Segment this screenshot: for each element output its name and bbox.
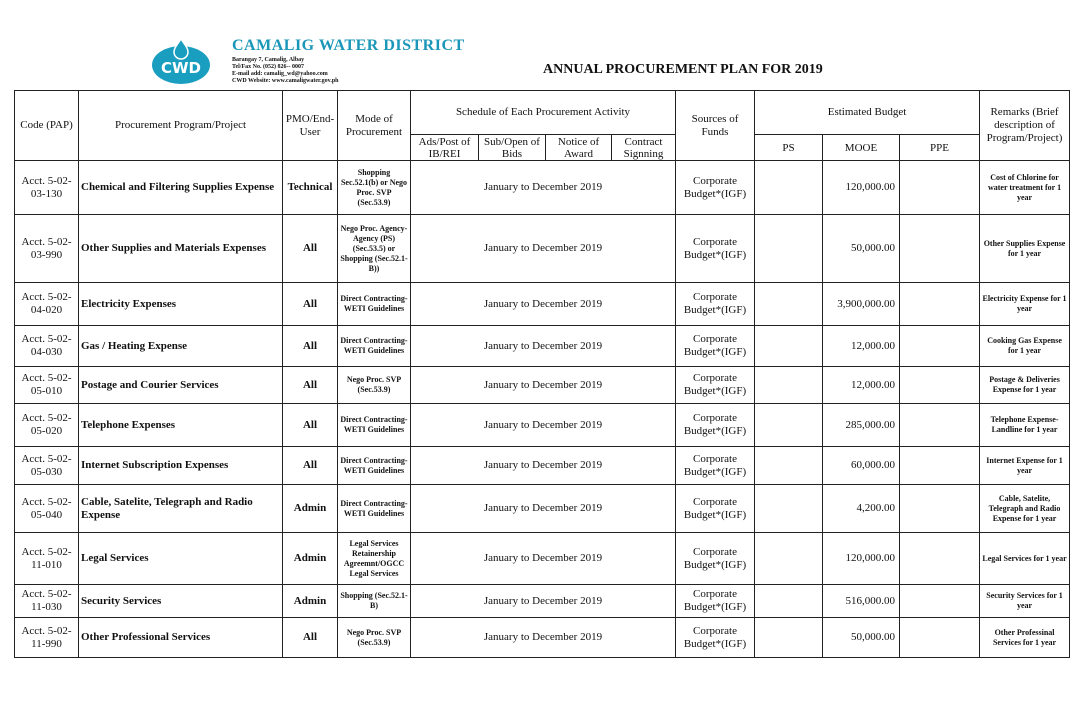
row-source: Corporate Budget*(IGF) <box>676 215 755 283</box>
row-mode: Nego Proc. SVP (Sec.53.9) <box>338 367 411 404</box>
row-remarks: Internet Expense for 1 year <box>980 447 1070 485</box>
row-code: Acct. 5-02-04-020 <box>15 283 79 326</box>
row-program: Telephone Expenses <box>79 404 283 447</box>
row-mooe: 60,000.00 <box>823 447 900 485</box>
row-schedule: January to December 2019 <box>411 447 676 485</box>
row-schedule: January to December 2019 <box>411 215 676 283</box>
row-code: Acct. 5-02-03-130 <box>15 161 79 215</box>
row-schedule: January to December 2019 <box>411 618 676 658</box>
row-pmo: All <box>283 618 338 658</box>
row-mooe: 50,000.00 <box>823 618 900 658</box>
row-source: Corporate Budget*(IGF) <box>676 533 755 585</box>
table-row <box>15 404 1070 447</box>
row-program: Other Supplies and Materials Expenses <box>79 215 283 283</box>
row-pmo: All <box>283 404 338 447</box>
row-source: Corporate Budget*(IGF) <box>676 367 755 404</box>
header-mooe: MOOE <box>823 135 900 161</box>
row-ps <box>755 404 823 447</box>
row-mooe: 12,000.00 <box>823 326 900 367</box>
row-remarks: Other Supplies Expense for 1 year <box>980 215 1070 283</box>
row-schedule: January to December 2019 <box>411 585 676 618</box>
row-program: Cable, Satelite, Telegraph and Radio Expense <box>79 485 283 533</box>
row-pmo: Admin <box>283 533 338 585</box>
header-pmo: PMO/End-User <box>283 91 338 161</box>
row-remarks: Cable, Satelite, Telegraph and Radio Expense for 1 year <box>980 485 1070 533</box>
row-mode: Direct Contracting-WETI Guidelines <box>338 326 411 367</box>
row-ps <box>755 585 823 618</box>
header-sources: Sources of Funds <box>676 91 755 161</box>
row-program: Legal Services <box>79 533 283 585</box>
row-ppe <box>900 326 980 367</box>
row-mode: Shopping Sec.52.1(b) or Nego Proc. SVP (Sec.53.9) <box>338 161 411 215</box>
table-row <box>15 485 1070 533</box>
row-ppe <box>900 215 980 283</box>
logo-lettering: CWD <box>160 59 202 77</box>
row-ps <box>755 485 823 533</box>
row-code: Acct. 5-02-03-990 <box>15 215 79 283</box>
row-pmo: All <box>283 215 338 283</box>
row-pmo: Admin <box>283 585 338 618</box>
table-row <box>15 161 1070 215</box>
row-schedule: January to December 2019 <box>411 404 676 447</box>
row-ps <box>755 326 823 367</box>
header-mode: Mode of Procurement <box>338 91 411 161</box>
row-source: Corporate Budget*(IGF) <box>676 618 755 658</box>
row-mode: Direct Contracting-WETI Guidelines <box>338 447 411 485</box>
table-row <box>15 215 1070 283</box>
row-pmo: All <box>283 367 338 404</box>
row-mode: Nego Proc. SVP (Sec.53.9) <box>338 618 411 658</box>
row-mooe: 120,000.00 <box>823 161 900 215</box>
row-code: Acct. 5-02-04-030 <box>15 326 79 367</box>
row-source: Corporate Budget*(IGF) <box>676 585 755 618</box>
row-program: Other Professional Services <box>79 618 283 658</box>
row-pmo: All <box>283 283 338 326</box>
row-ps <box>755 618 823 658</box>
row-program: Electricity Expenses <box>79 283 283 326</box>
row-ppe <box>900 485 980 533</box>
document-title: ANNUAL PROCUREMENT PLAN FOR 2019 <box>543 62 823 77</box>
organization-contact <box>232 57 339 85</box>
row-source: Corporate Budget*(IGF) <box>676 447 755 485</box>
procurement-table <box>14 90 1070 658</box>
row-ppe <box>900 585 980 618</box>
row-source: Corporate Budget*(IGF) <box>676 404 755 447</box>
row-ppe <box>900 533 980 585</box>
row-mooe: 3,900,000.00 <box>823 283 900 326</box>
row-schedule: January to December 2019 <box>411 533 676 585</box>
row-schedule: January to December 2019 <box>411 161 676 215</box>
header-schedule: Schedule of Each Procurement Activity <box>411 91 676 135</box>
row-code: Acct. 5-02-05-010 <box>15 367 79 404</box>
header-code: Code (PAP) <box>15 91 79 161</box>
row-mode: Direct Contracting-WETI Guidelines <box>338 283 411 326</box>
row-mooe: 12,000.00 <box>823 367 900 404</box>
row-mode: Direct Contracting-WETI Guidelines <box>338 485 411 533</box>
row-mooe: 285,000.00 <box>823 404 900 447</box>
row-code: Acct. 5-02-05-020 <box>15 404 79 447</box>
row-remarks: Legal Services for 1 year <box>980 533 1070 585</box>
row-mode: Shopping (Sec.52.1-B) <box>338 585 411 618</box>
table-row <box>15 533 1070 585</box>
row-ppe <box>900 367 980 404</box>
table-row <box>15 326 1070 367</box>
row-code: Acct. 5-02-11-010 <box>15 533 79 585</box>
row-pmo: Technical <box>283 161 338 215</box>
header-program: Procurement Program/Project <box>79 91 283 161</box>
row-mooe: 120,000.00 <box>823 533 900 585</box>
row-program: Internet Subscription Expenses <box>79 447 283 485</box>
row-mode: Legal Services Retainership Agreemnt/OGCC Legal Services <box>338 533 411 585</box>
row-code: Acct. 5-02-05-040 <box>15 485 79 533</box>
row-schedule: January to December 2019 <box>411 326 676 367</box>
row-ps <box>755 367 823 404</box>
row-remarks: Postage & Deliveries Expense for 1 year <box>980 367 1070 404</box>
header-ppe: PPE <box>900 135 980 161</box>
table-row <box>15 585 1070 618</box>
row-ps <box>755 447 823 485</box>
row-schedule: January to December 2019 <box>411 485 676 533</box>
row-code: Acct. 5-02-11-030 <box>15 585 79 618</box>
row-ppe <box>900 404 980 447</box>
row-ppe <box>900 618 980 658</box>
row-mooe: 516,000.00 <box>823 585 900 618</box>
row-remarks: Electricity Expense for 1 year <box>980 283 1070 326</box>
row-pmo: All <box>283 447 338 485</box>
row-mode: Nego Proc. Agency-Agency (PS) (Sec.53.5) or Shopping (Sec.52.1-B)) <box>338 215 411 283</box>
row-mooe: 50,000.00 <box>823 215 900 283</box>
row-source: Corporate Budget*(IGF) <box>676 283 755 326</box>
header-remarks: Remarks (Brief description of Program/Project) <box>980 91 1070 161</box>
row-program: Postage and Courier Services <box>79 367 283 404</box>
row-remarks: Cooking Gas Expense for 1 year <box>980 326 1070 367</box>
row-pmo: Admin <box>283 485 338 533</box>
row-schedule: January to December 2019 <box>411 283 676 326</box>
row-source: Corporate Budget*(IGF) <box>676 326 755 367</box>
row-ppe <box>900 283 980 326</box>
row-mode: Direct Contracting-WETI Guidelines <box>338 404 411 447</box>
row-ppe <box>900 161 980 215</box>
organization-name: CAMALIG WATER DISTRICT <box>232 37 465 54</box>
table-row <box>15 447 1070 485</box>
row-pmo: All <box>283 326 338 367</box>
row-remarks: Cost of Chlorine for water treatment for 1 year <box>980 161 1070 215</box>
row-remarks: Security Services for 1 year <box>980 585 1070 618</box>
org-email: E-mail add: camalig_wd@yahoo.com <box>232 71 328 77</box>
row-program: Gas / Heating Expense <box>79 326 283 367</box>
row-remarks: Telephone Expense-Landline for 1 year <box>980 404 1070 447</box>
row-code: Acct. 5-02-05-030 <box>15 447 79 485</box>
row-source: Corporate Budget*(IGF) <box>676 485 755 533</box>
org-website: CWD Website: www.camaligwater.gov.ph <box>232 78 339 84</box>
row-program: Security Services <box>79 585 283 618</box>
row-code: Acct. 5-02-11-990 <box>15 618 79 658</box>
table-row <box>15 283 1070 326</box>
row-ps <box>755 533 823 585</box>
cwd-logo <box>150 36 212 86</box>
row-program: Chemical and Filtering Supplies Expense <box>79 161 283 215</box>
table-row <box>15 618 1070 658</box>
row-ps <box>755 215 823 283</box>
header-notice: Notice of Award <box>546 135 612 161</box>
header-sub-open: Sub/Open of Bids <box>479 135 546 161</box>
row-ps <box>755 283 823 326</box>
header-budget: Estimated Budget <box>755 91 980 135</box>
table-row <box>15 367 1070 404</box>
header-ads: Ads/Post of IB/REI <box>411 135 479 161</box>
row-schedule: January to December 2019 <box>411 367 676 404</box>
row-source: Corporate Budget*(IGF) <box>676 161 755 215</box>
row-mooe: 4,200.00 <box>823 485 900 533</box>
header-contract: Contract Signning <box>612 135 676 161</box>
org-telfax: Tel/Fax No. (052) 826-- 0007 <box>232 64 304 70</box>
org-address: Barangay 7, Camalig, Albay <box>232 57 305 63</box>
row-ppe <box>900 447 980 485</box>
row-remarks: Other Professinal Services for 1 year <box>980 618 1070 658</box>
row-ps <box>755 161 823 215</box>
header-ps: PS <box>755 135 823 161</box>
